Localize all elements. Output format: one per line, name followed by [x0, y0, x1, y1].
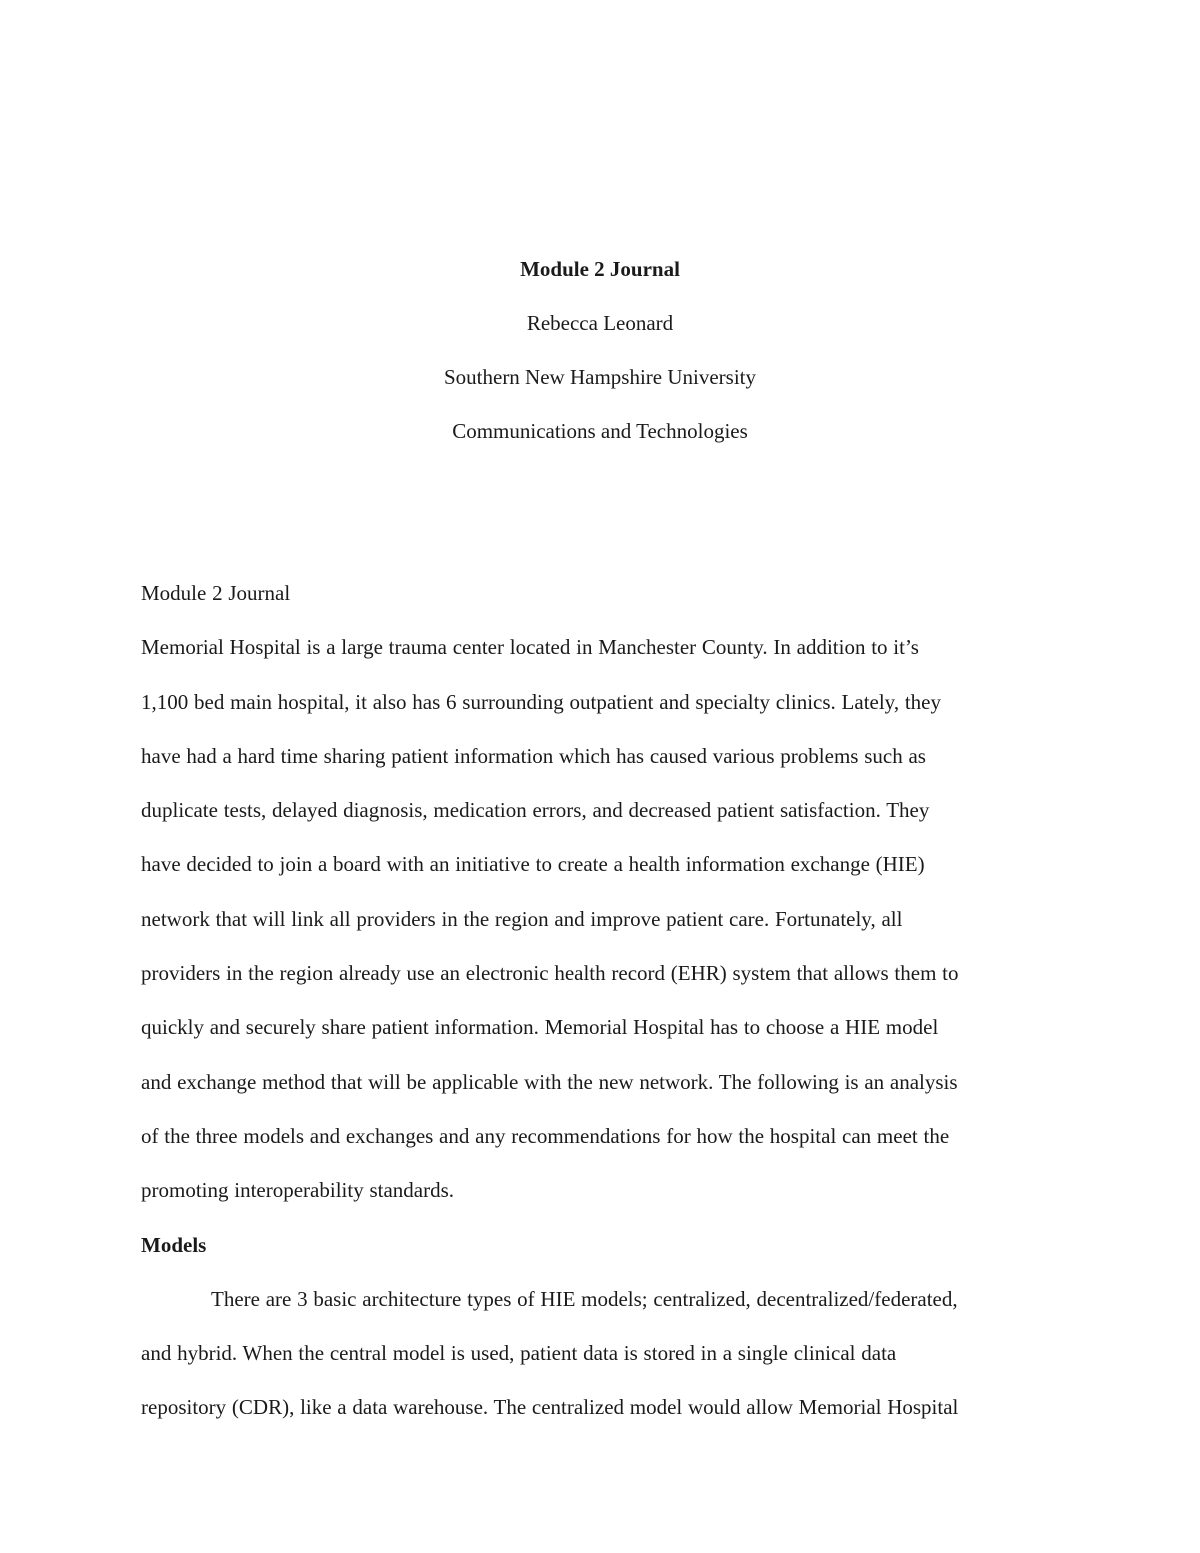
paragraph-line: There are 3 basic architecture types of HIE models; centralized, decentralized/federated,: [211, 1286, 958, 1311]
course-name: Communications and Technologies: [452, 419, 748, 443]
paragraph-line: providers in the region already use an electronic health record (EHR) system that allows them to: [141, 961, 959, 986]
paragraph-line: of the three models and exchanges and any recommendations for how the hospital can meet the: [141, 1123, 950, 1148]
paragraph-line: network that will link all providers in the region and improve patient care. Fortunately, all: [141, 906, 903, 931]
document-title: Module 2 Journal: [520, 257, 680, 281]
document-body: [141, 566, 1056, 1435]
body-heading: Module 2 Journal: [141, 581, 291, 605]
paragraph-line: Memorial Hospital is a large trauma center located in Manchester County. In addition to it’s: [141, 635, 919, 660]
title-page-block: [0, 242, 1200, 458]
paragraph-line: 1,100 bed main hospital, it also has 6 surrounding outpatient and specialty clinics. Lately, they: [141, 689, 941, 714]
paragraph-line: have decided to join a board with an initiative to create a health information exchange (HIE): [141, 852, 925, 877]
paragraph-line: repository (CDR), like a data warehouse. The centralized model would allow Memorial Hospital: [141, 1395, 959, 1420]
institution-name: Southern New Hampshire University: [443, 365, 757, 389]
paragraph-line: quickly and securely share patient information. Memorial Hospital has to choose a HIE model: [141, 1015, 939, 1040]
section-heading-models: Models: [141, 1232, 207, 1257]
paragraph-line: and hybrid. When the central model is used, patient data is stored in a single clinical data: [141, 1341, 897, 1366]
paragraph-line: duplicate tests, delayed diagnosis, medication errors, and decreased patient satisfaction. They: [141, 798, 930, 823]
paragraph-line: and exchange method that will be applicable with the new network. The following is an analysis: [141, 1069, 958, 1094]
author-name: Rebecca Leonard: [526, 311, 674, 335]
paragraph-line: have had a hard time sharing patient information which has caused various problems such as: [141, 743, 926, 768]
paragraph-line: promoting interoperability standards.: [141, 1178, 455, 1203]
